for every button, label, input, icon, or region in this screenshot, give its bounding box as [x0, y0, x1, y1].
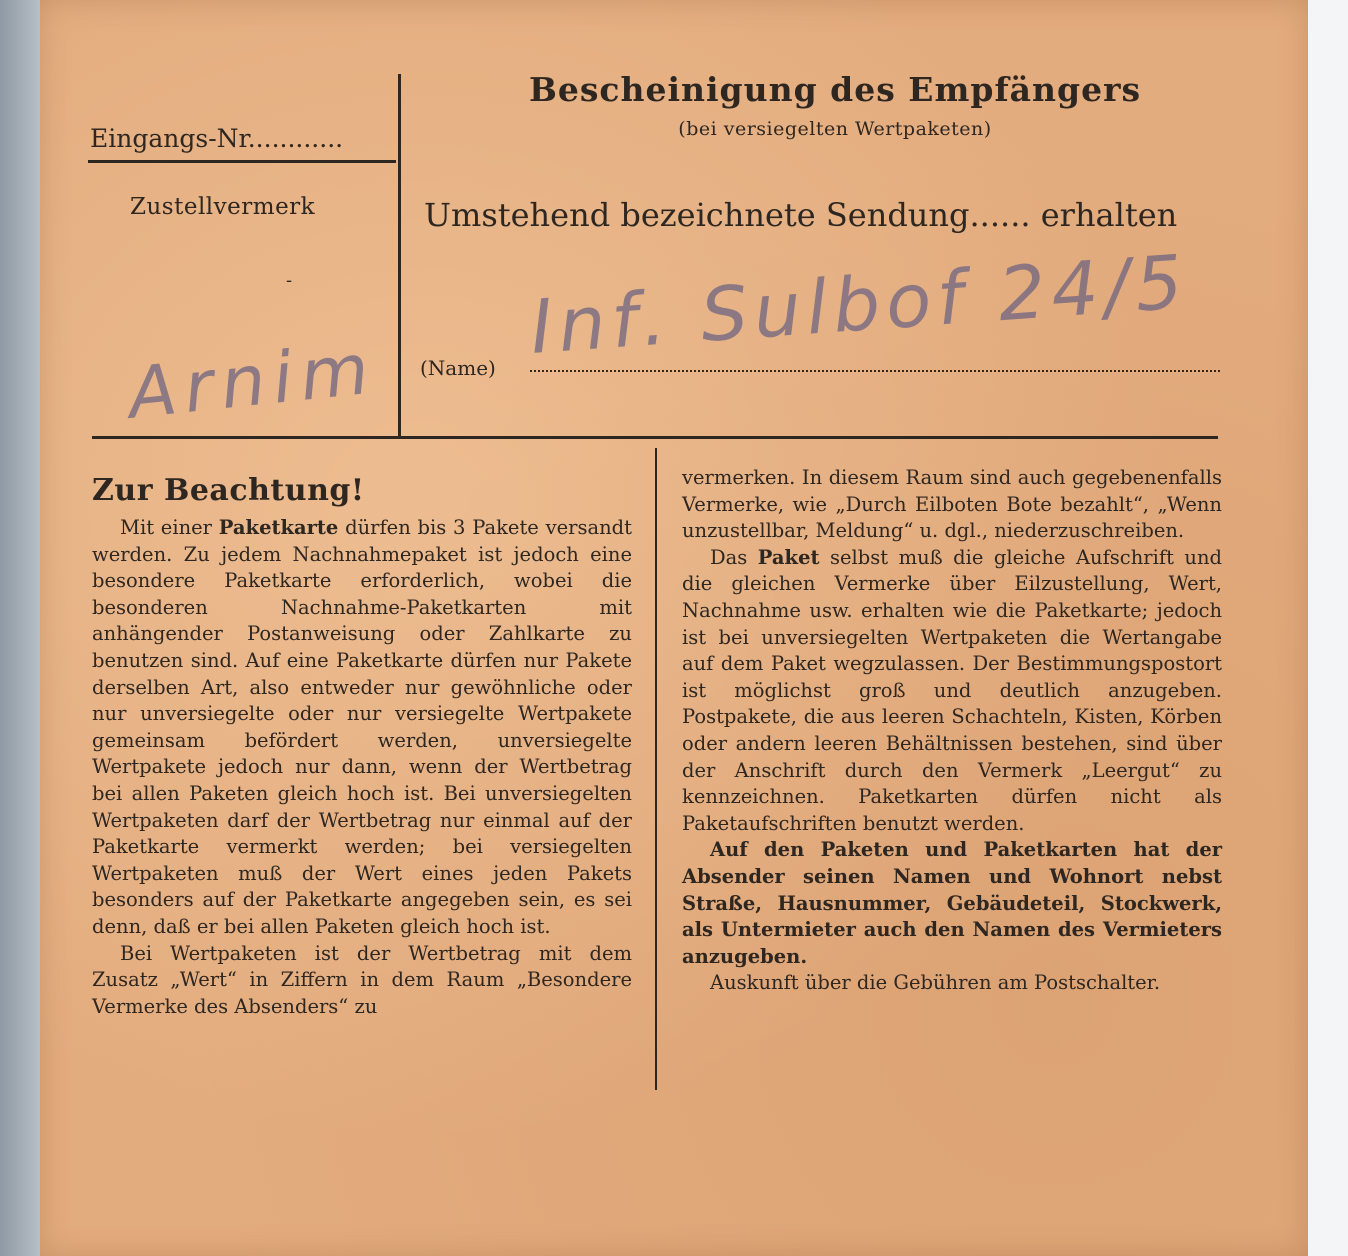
- entry-number-field: [90, 124, 390, 153]
- main-horizontal-divider: [92, 436, 1218, 439]
- entry-number-dots: ...........: [255, 124, 344, 153]
- notice-column-divider: [655, 448, 657, 1090]
- notice-left-column: [92, 515, 632, 1020]
- name-label: (Name): [420, 356, 496, 380]
- recipient-certificate-title: Bescheinigung des Empfängers: [528, 70, 1142, 109]
- notice-right-paragraph-4: Auskunft über die Gebühren am Postschalter.: [710, 971, 1161, 995]
- entry-number-label: Eingangs-Nr.: [90, 124, 256, 153]
- notice-right-continuation: vermerken. In diesem Raum sind auch gegebenenfalls Vermerke, wie „Durch Eilboten Bote bezahlt“, „Wenn unzustellbar, Meldung“ u. dgl., niederzuschreiben.: [682, 466, 1222, 543]
- notice-right-column: [682, 465, 1222, 997]
- name-signature-line[interactable]: [530, 370, 1220, 372]
- text-run: Mit einer: [120, 516, 219, 539]
- left-handwritten-scrawl: Arnim: [124, 327, 381, 435]
- notice-right-paragraph-3: Auf den Paketen und Paketkarten hat der Absender seinen Namen und Wohnort nebst Straße, Hausnummer, Gebäudeteil, Stockwerk, als Untermieter auch den Namen des Vermieters anzugeben.: [682, 838, 1222, 968]
- received-statement: Umstehend bezeichnete Sendung...... erhalten: [424, 196, 1178, 234]
- entry-underline: [88, 160, 396, 163]
- text-run: Das: [710, 545, 758, 569]
- notice-left-paragraph-1: [92, 515, 632, 941]
- recipient-signature: Inf. Sulbof 24/5: [527, 239, 1192, 371]
- recipient-certificate-subtitle: (bei versiegelten Wertpaketen): [678, 118, 992, 140]
- delivery-note-label: Zustellvermerk: [130, 194, 316, 220]
- notice-right-paragraph-2: [682, 545, 1222, 838]
- parcel-card-back: [40, 0, 1308, 1256]
- notice-title: Zur Beachtung!: [92, 473, 365, 508]
- notice-left-paragraph-2: Bei Wertpaketen ist der Wertbetrag mit dem Zusatz „Wert“ in Ziffern in dem Raum „Besondere Vermerke des Absenders“ zu: [92, 941, 632, 1018]
- text-run: dürfen bis 3 Pakete versandt werden. Zu jedem Nachnahmepaket ist jedoch eine besondere Paketkarte erforderlich, wobei die besonderen Nachnahme-Paketkarten mit anhängender Postanweisung oder Zahlkarte zu benutzen sind. Auf eine Paketkarte dürfen nur Pakete derselben Art, also entweder nur gewöhnliche oder nur unversiegelte oder nur versiegelte Wertpakete gemeinsam befördert werden, unversiegelte Wertpakete jedoch nur dann, wenn der Wertbetrag bei allen Paketen gleich hoch ist. Bei unversiegelten Wertpaketen darf der Wertbetrag nur einmal auf der Paketkarte vermerkt werden; bei versiegelten Wertpaketen muß der Wert eines jeden Pakets besonders auf der Paketkarte angegeben sein, es sei denn, daß er bei allen Paketen gleich hoch ist.: [92, 516, 632, 938]
- delivery-note-tick: -: [286, 270, 293, 291]
- text-run: selbst muß die gleiche Aufschrift und die gleichen Vermerke über Eilzustellung, Wert, Nachnahme usw. erhalten wie die Paketkarte; jedoch ist bei unversiegelten Wertpaketen die Wertangabe auf dem Paket wegzulassen. Der Bestimmungspostort ist möglichst groß und deutlich anzugeben. Postpakete, die aus leeren Schachteln, Kisten, Körben oder andern leeren Behältnissen bestehen, sind über der Anschrift durch den Vermerk „Leergut“ zu kennzeichnen. Paketkarten dürfen nicht als Paketaufschriften benutzt werden.: [682, 545, 1223, 835]
- bold-term-paketkarte: Paketkarte: [218, 516, 339, 539]
- bold-term-paket: Paket: [757, 545, 820, 569]
